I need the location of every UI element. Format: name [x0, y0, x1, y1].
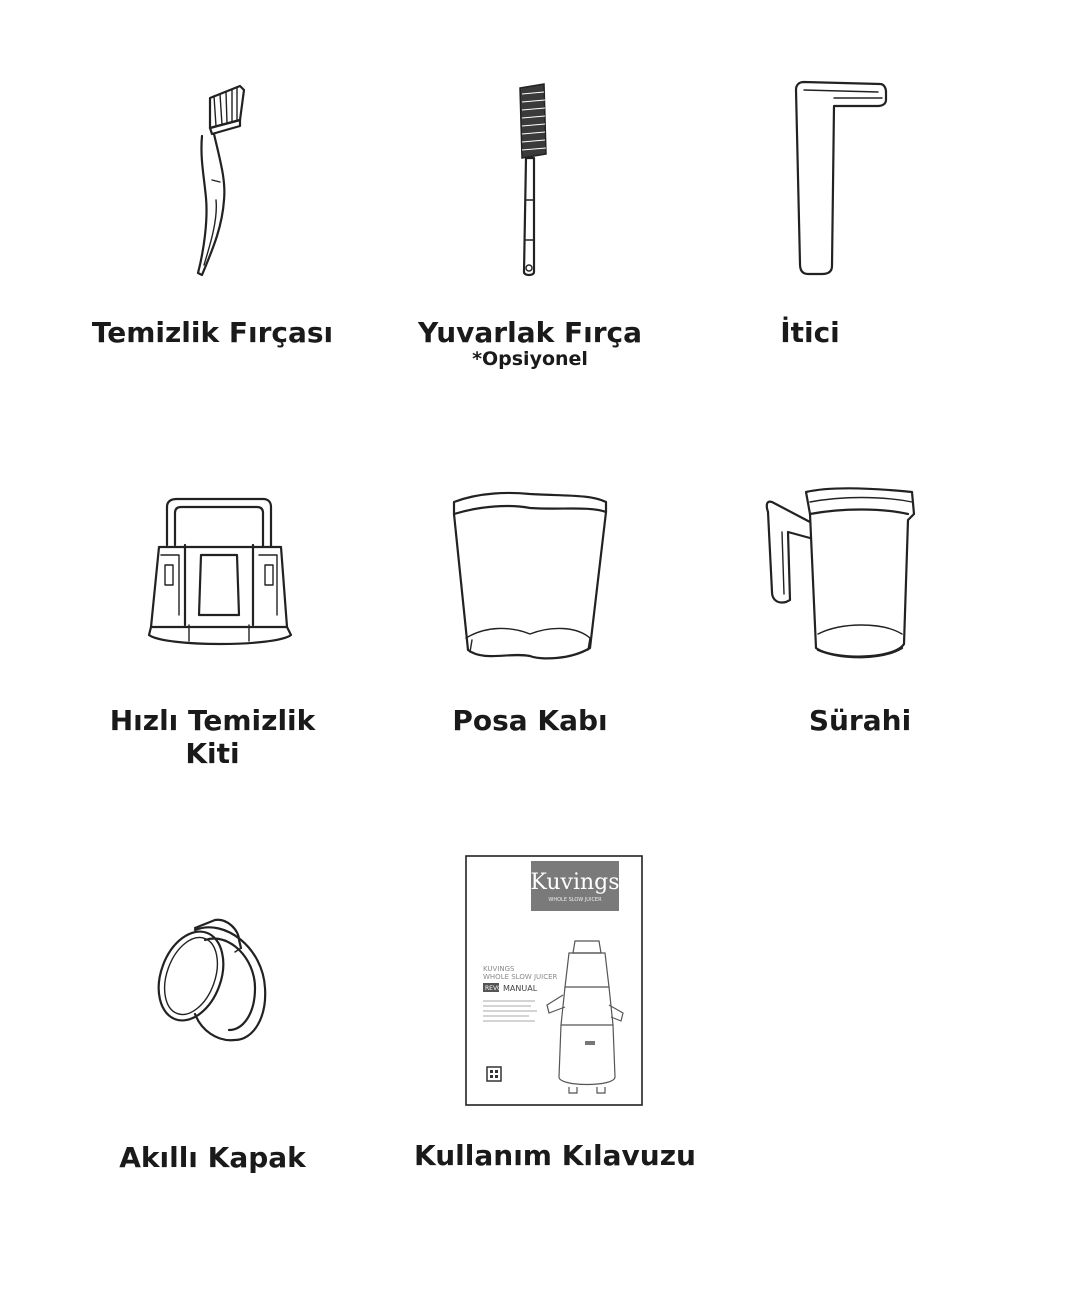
- item-label: Yuvarlak Fırça: [417, 316, 642, 349]
- item-label: İtici: [780, 316, 840, 349]
- user-manual-icon: [465, 855, 643, 1106]
- item-label: Kullanım Kılavuzu: [414, 1139, 696, 1172]
- manual-title-word: MANUAL: [503, 984, 538, 993]
- manual-brand-sub: WHOLE SLOW JUICER: [548, 897, 602, 903]
- manual-brand: Kuvings: [530, 870, 620, 895]
- item-label: Sürahi: [808, 704, 912, 737]
- item-label-line2: Kiti: [185, 737, 240, 770]
- cleaning-brush-icon: [180, 80, 260, 280]
- manual-title-line1: KUVINGS: [483, 965, 515, 973]
- item-label: Temizlik Fırçası: [91, 316, 334, 349]
- manual-title-line2: WHOLE SLOW JUICER: [483, 973, 558, 981]
- pulp-container-icon: [450, 488, 610, 668]
- quick-clean-kit-icon: [145, 495, 295, 655]
- item-label: Posa Kabı: [452, 704, 608, 737]
- smart-cap-icon: [155, 918, 275, 1048]
- item-label: Akıllı Kapak: [119, 1141, 306, 1174]
- round-brush-icon: [500, 80, 560, 280]
- manual-title-badge: REVO: [485, 985, 502, 992]
- item-note: *Opsiyonel: [472, 348, 588, 370]
- jug-icon: [762, 484, 922, 669]
- item-label-line1: Hızlı Temizlik: [109, 704, 316, 737]
- pusher-icon: [790, 80, 890, 280]
